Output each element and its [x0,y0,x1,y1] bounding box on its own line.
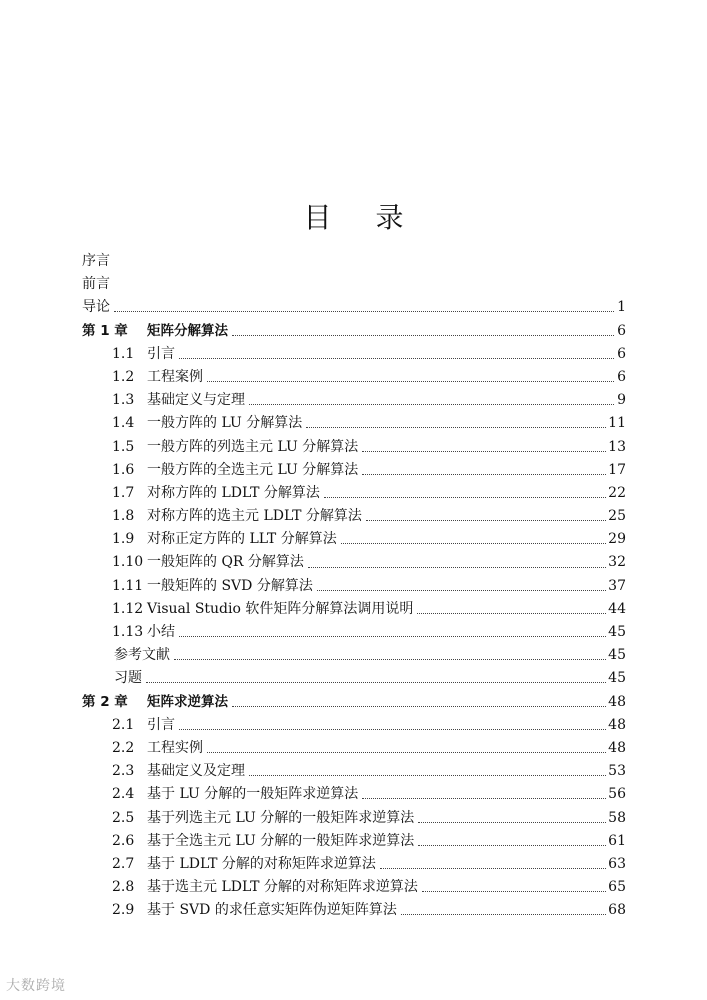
page-number: 45 [608,647,626,664]
toc-row[interactable] [82,876,626,899]
toc-entry-title: 一般矩阵的 QR 分解算法 [147,554,304,571]
page-number: 32 [608,554,626,571]
dot-leader [232,706,606,707]
section-number: 1.9 [112,531,135,548]
section-number: 1.8 [112,508,135,525]
toc-row[interactable] [82,691,626,714]
toc-row[interactable] [82,760,626,783]
dot-leader [249,775,606,776]
page-number: 48 [608,716,626,733]
page-number: 63 [608,855,626,872]
dot-leader [207,381,614,382]
page-number: 45 [608,624,626,640]
toc-row[interactable] [82,807,626,830]
dot-leader [114,311,614,312]
section-number: 2.1 [112,716,135,733]
toc-entry-title: 习题 [114,670,142,687]
toc-row[interactable] [82,621,626,644]
toc-row[interactable] [82,412,626,435]
toc-entry-title: 工程案例 [147,368,203,385]
page-number: 6 [617,345,626,362]
toc-row[interactable] [82,320,626,343]
section-number: 2.4 [112,786,135,803]
section-number: 2.6 [112,832,135,849]
page-number: 45 [608,670,626,687]
dot-leader [366,520,606,521]
toc-row[interactable] [82,551,626,574]
page-number: 6 [617,368,626,385]
dot-leader [401,914,606,915]
toc-entry-title: 基于选主元 LDLT 分解的对称矩阵求逆算法 [147,879,418,896]
dot-leader [249,404,614,405]
page-number: 13 [608,438,626,455]
page-number: 29 [608,531,626,548]
toc-entry-title: 基于 LDLT 分解的对称矩阵求逆算法 [147,855,376,872]
page-number: 56 [608,786,626,803]
dot-leader [317,590,606,591]
title-char-1: 目 [303,201,332,234]
toc-entry-title: 基于 LU 分解的一般矩阵求逆算法 [147,786,359,803]
toc-row[interactable] [82,714,626,737]
toc-entry-title: 一般方阵的全选主元 LU 分解算法 [147,461,359,478]
dot-leader [174,659,606,660]
section-number: 1.11 [112,577,144,594]
page-number: 44 [608,600,626,617]
toc-entry-title: 导论 [82,299,110,316]
toc-row[interactable] [82,273,626,296]
dot-leader [306,427,606,428]
page-number: 17 [608,461,626,478]
section-number: 1.3 [112,392,135,409]
page-number: 48 [608,693,626,710]
toc-entry-title: 对称方阵的 LDLT 分解算法 [147,484,320,501]
toc-entry-title: 基础定义与定理 [147,392,245,409]
page-number: 37 [608,577,626,594]
dot-leader [308,567,606,568]
section-number: 1.6 [112,461,135,478]
toc-entry-title: 引言 [147,345,175,362]
toc-entry-title: 小结 [147,624,175,640]
toc-entry-title: 基于全选主元 LU 分解的一般矩阵求逆算法 [147,832,415,849]
toc-entry-title: 基于 SVD 的求任意实矩阵伪逆矩阵算法 [147,902,397,919]
page-number: 22 [608,484,626,501]
toc-entry-title: 前言 [82,276,110,293]
watermark: 大数跨境 [6,978,66,994]
toc-row[interactable] [82,899,626,922]
dot-leader [362,798,606,799]
title-char-2: 录 [375,201,404,234]
toc-entry-title: 矩阵求逆算法 [147,693,228,710]
toc-entry-title: 一般方阵的 LU 分解算法 [147,415,303,432]
toc-row[interactable] [82,366,626,389]
toc-row[interactable] [82,644,626,667]
page-title [0,196,707,236]
toc-entry-title: 序言 [82,253,110,269]
page-number: 11 [608,415,626,432]
toc-entry-title: 参考文献 [114,647,170,664]
toc-entry-title: 工程实例 [147,739,203,756]
section-number: 2.8 [112,879,135,896]
dot-leader [341,543,606,544]
section-number: 1.13 [112,624,144,640]
page-number: 61 [608,832,626,849]
toc-row[interactable] [82,343,626,366]
toc-row[interactable] [82,389,626,412]
toc-entry-title: 引言 [147,716,175,733]
page-number: 65 [608,879,626,896]
page-number: 25 [608,508,626,525]
dot-leader [179,358,614,359]
toc-entry-title: 对称方阵的选主元 LDLT 分解算法 [147,508,362,525]
toc-row[interactable] [82,830,626,853]
dot-leader [422,891,606,892]
section-number: 1.5 [112,438,135,455]
dot-leader [418,822,606,823]
toc-row[interactable] [82,667,626,690]
section-number: 2.3 [112,763,135,780]
page-number: 68 [608,902,626,919]
toc-entry-title: 一般矩阵的 SVD 分解算法 [147,577,313,594]
page-number: 53 [608,763,626,780]
chapter-number: 第 2 章 [82,693,128,710]
toc-entry-title: 基于列选主元 LU 分解的一般矩阵求逆算法 [147,809,415,826]
toc-row[interactable] [82,783,626,806]
toc-row[interactable] [82,296,626,319]
dot-leader [362,474,606,475]
toc-row[interactable] [82,737,626,760]
section-number: 2.9 [112,902,135,919]
toc-row[interactable] [82,482,626,505]
section-number: 1.10 [112,554,144,571]
section-number: 2.7 [112,855,135,872]
section-number: 2.2 [112,739,135,756]
dot-leader [179,636,606,637]
toc-row[interactable] [82,853,626,876]
toc-row[interactable] [82,528,626,551]
dot-leader [380,868,606,869]
dot-leader [417,613,606,614]
page-number: 6 [617,322,626,339]
dot-leader [418,845,606,846]
table-of-contents [82,250,626,922]
section-number: 2.5 [112,809,135,826]
toc-entry-title: 基础定义及定理 [147,763,245,780]
page-number: 58 [608,809,626,826]
page-number: 48 [608,739,626,756]
dot-leader [207,752,606,753]
section-number: 1.1 [112,345,135,362]
section-number: 1.4 [112,415,135,432]
toc-entry-title: 对称正定方阵的 LLT 分解算法 [147,531,337,548]
dot-leader [179,729,606,730]
page-number: 1 [617,299,626,316]
toc-entry-title: Visual Studio 软件矩阵分解算法调用说明 [147,600,414,617]
toc-row[interactable] [82,575,626,598]
section-number: 1.2 [112,368,135,385]
toc-row[interactable] [82,459,626,482]
section-number: 1.12 [112,600,144,617]
chapter-number: 第 1 章 [82,322,128,339]
toc-row[interactable] [82,598,626,621]
toc-row[interactable] [82,505,626,528]
toc-entry-title: 矩阵分解算法 [147,322,228,339]
dot-leader [232,335,614,336]
dot-leader [146,682,606,683]
section-number: 1.7 [112,484,135,501]
toc-row[interactable] [82,250,626,273]
dot-leader [362,451,606,452]
toc-row[interactable] [82,436,626,459]
dot-leader [324,497,606,498]
page-number: 9 [617,392,626,409]
toc-entry-title: 一般方阵的列选主元 LU 分解算法 [147,438,359,455]
